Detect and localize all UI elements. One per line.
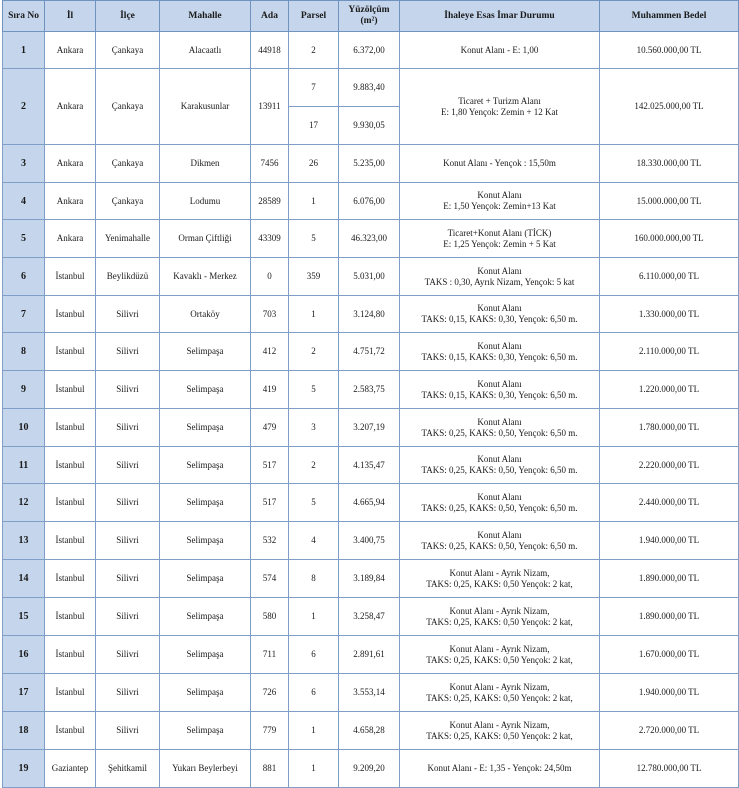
cell-yuzolcum: 6.076,00 [339, 183, 400, 220]
col-header-yuzolcum [339, 1, 400, 32]
cell-sira-no: 10 [3, 409, 45, 447]
cell-parsel: 5 [289, 371, 339, 409]
imar-line: Konut Alanı - Ayrık Nizam, [449, 681, 550, 692]
imar-line: TAKS: 0,15, KAKS: 0,30, Yençok: 6,50 m. [421, 389, 578, 400]
cell-ilce: Silivri [96, 560, 160, 598]
cell-ada: 703 [251, 296, 289, 333]
cell-il: İstanbul [45, 674, 96, 712]
table-row [3, 333, 739, 371]
cell-mahalle: Selimpaşa [160, 712, 251, 750]
imar-line: TAKS: 0,15, KAKS: 0,30, Yençok: 6,50 m. [421, 351, 578, 362]
table-row [3, 560, 739, 598]
imar-line: TAKS: 0,25, KAKS: 0,50 Yençok: 2 kat, [426, 654, 573, 665]
cell-il: Ankara [45, 183, 96, 220]
cell-ada: 574 [251, 560, 289, 598]
cell-sira-no: 12 [3, 484, 45, 522]
cell-mahalle: Alacaatlı [160, 32, 251, 69]
cell-imar-durumu [400, 636, 600, 674]
imar-line: TAKS: 0,15, KAKS: 0,30, Yençok: 6,50 m. [421, 314, 578, 324]
cell-mahalle: Selimpaşa [160, 371, 251, 409]
cell-imar-durumu [400, 220, 600, 258]
table-row [3, 220, 739, 258]
cell-yuzolcum: 3.258,47 [339, 598, 400, 636]
cell-imar-durumu [400, 183, 600, 220]
cell-mahalle: Selimpaşa [160, 447, 251, 484]
cell-yuzolcum: 4.665,94 [339, 484, 400, 522]
cell-imar-durumu [400, 258, 600, 296]
cell-ilce: Şehitkamil [96, 750, 160, 788]
cell-imar-durumu [400, 522, 600, 560]
col-header-parsel: Parsel [289, 1, 339, 32]
cell-il: Ankara [45, 145, 96, 183]
col-header-imar-durumu: İhaleye Esas İmar Durumu [400, 1, 600, 32]
cell-ada: 580 [251, 598, 289, 636]
cell-mahalle: Selimpaşa [160, 409, 251, 447]
table-row [3, 598, 739, 636]
cell-muhammen-bedel: 12.780.000,00 TL [600, 750, 739, 788]
cell-yuzolcum: 46.323,00 [339, 220, 400, 258]
imar-line: Konut Alanı [477, 454, 522, 464]
cell-parsel: 2 [289, 32, 339, 69]
cell-il: İstanbul [45, 712, 96, 750]
cell-muhammen-bedel: 2.720.000,00 TL [600, 712, 739, 750]
cell-ilce: Silivri [96, 712, 160, 750]
cell-ilce: Silivri [96, 484, 160, 522]
cell-sira-no: 6 [3, 258, 45, 296]
cell-muhammen-bedel: 2.440.000,00 TL [600, 484, 739, 522]
imar-line: Konut Alanı - Ayrık Nizam, [449, 605, 550, 616]
table-header-row [3, 1, 739, 32]
table-row [3, 409, 739, 447]
cell-il: İstanbul [45, 333, 96, 371]
cell-parsel: 7 [289, 69, 339, 107]
cell-ilce: Silivri [96, 409, 160, 447]
cell-ilce: Çankaya [96, 183, 160, 220]
col-header-il: İl [45, 1, 96, 32]
cell-ilce: Silivri [96, 522, 160, 560]
col-header-muhammen-bedel: Muhammen Bedel [600, 1, 739, 32]
cell-ada: 0 [251, 258, 289, 296]
cell-parsel: 5 [289, 220, 339, 258]
cell-mahalle: Ortaköy [160, 296, 251, 333]
imar-line: Konut Alanı - Yençok : 15,50m [443, 158, 556, 168]
cell-muhammen-bedel: 1.940.000,00 TL [600, 522, 739, 560]
imar-line: Konut Alanı - E: 1,00 [460, 44, 539, 55]
cell-sira-no: 15 [3, 598, 45, 636]
imar-line: Ticaret+Konut Alanı (TİCK) [447, 227, 552, 238]
cell-muhammen-bedel: 18.330.000,00 TL [600, 145, 739, 183]
cell-ilce: Silivri [96, 636, 160, 674]
cell-il: İstanbul [45, 636, 96, 674]
cell-ada: 28589 [251, 183, 289, 220]
cell-muhammen-bedel: 15.000.000,00 TL [600, 183, 739, 220]
cell-sira-no: 11 [3, 447, 45, 484]
cell-sira-no: 14 [3, 560, 45, 598]
cell-parsel: 1 [289, 296, 339, 333]
table-row [3, 145, 739, 183]
cell-parsel: 5 [289, 484, 339, 522]
col-header-sira-no: Sıra No [3, 1, 45, 32]
cell-ilce: Çankaya [96, 32, 160, 69]
imar-line: Ticaret + Turizm Alanı [458, 95, 541, 106]
cell-il: İstanbul [45, 371, 96, 409]
cell-il: İstanbul [45, 598, 96, 636]
cell-yuzolcum: 4.658,28 [339, 712, 400, 750]
cell-ilce: Silivri [96, 296, 160, 333]
cell-sira-no: 5 [3, 220, 45, 258]
cell-ada: 779 [251, 712, 289, 750]
cell-parsel: 1 [289, 750, 339, 788]
cell-yuzolcum: 3.400,75 [339, 522, 400, 560]
col-header-yuzolcum-line1: Yüzölçüm [348, 5, 390, 15]
cell-muhammen-bedel: 2.220.000,00 TL [600, 447, 739, 484]
cell-muhammen-bedel: 2.110.000,00 TL [600, 333, 739, 371]
imar-line: Konut Alanı - Ayrık Nizam, [449, 719, 550, 730]
cell-sira-no: 8 [3, 333, 45, 371]
cell-imar-durumu [400, 69, 600, 145]
table-row [3, 32, 739, 69]
col-header-yuzolcum-line2: (m²) [360, 16, 378, 26]
imar-line: Konut Alanı - Ayrık Nizam, [449, 567, 550, 578]
table-row [3, 371, 739, 409]
cell-parsel: 6 [289, 636, 339, 674]
cell-ilce: Çankaya [96, 145, 160, 183]
table-body [3, 32, 739, 788]
cell-muhammen-bedel: 6.110.000,00 TL [600, 258, 739, 296]
cell-muhammen-bedel: 1.220.000,00 TL [600, 371, 739, 409]
cell-ada: 517 [251, 447, 289, 484]
cell-muhammen-bedel: 1.890.000,00 TL [600, 560, 739, 598]
cell-il: İstanbul [45, 409, 96, 447]
cell-mahalle: Selimpaşa [160, 484, 251, 522]
imar-line: TAKS : 0,30, Ayrık Nizam, Yençok: 5 kat [424, 276, 575, 287]
table-row [3, 484, 739, 522]
cell-yuzolcum: 4.135,47 [339, 447, 400, 484]
cell-parsel: 359 [289, 258, 339, 296]
cell-yuzolcum: 9.883,40 [339, 69, 400, 107]
cell-ada: 479 [251, 409, 289, 447]
imar-line: TAKS: 0,25, KAKS: 0,50, Yençok: 6,50 m. [421, 502, 578, 513]
cell-muhammen-bedel: 1.670.000,00 TL [600, 636, 739, 674]
cell-parsel: 6 [289, 674, 339, 712]
imar-line: TAKS: 0,25, KAKS: 0,50 Yençok: 2 kat, [426, 616, 573, 627]
cell-mahalle: Yukarı Beylerbeyi [160, 750, 251, 788]
imar-line: Konut Alanı [477, 416, 522, 427]
imar-line: Konut Alanı [477, 190, 522, 200]
cell-mahalle: Selimpaşa [160, 598, 251, 636]
cell-yuzolcum: 3.189,84 [339, 560, 400, 598]
cell-parsel: 17 [289, 107, 339, 145]
cell-sira-no: 17 [3, 674, 45, 712]
table-row [3, 258, 739, 296]
imar-line: Konut Alanı [477, 303, 522, 313]
cell-parsel: 2 [289, 447, 339, 484]
cell-yuzolcum: 3.124,80 [339, 296, 400, 333]
imar-line: Konut Alanı [477, 340, 522, 351]
cell-il: İstanbul [45, 447, 96, 484]
imar-line: TAKS: 0,25, KAKS: 0,50 Yençok: 2 kat, [426, 692, 573, 703]
cell-sira-no: 2 [3, 69, 45, 145]
table-row [3, 636, 739, 674]
cell-parsel: 1 [289, 183, 339, 220]
cell-ada: 881 [251, 750, 289, 788]
cell-ada: 711 [251, 636, 289, 674]
imar-line: Konut Alanı - Ayrık Nizam, [449, 643, 550, 654]
cell-yuzolcum: 3.553,14 [339, 674, 400, 712]
cell-imar-durumu [400, 409, 600, 447]
cell-ada: 44918 [251, 32, 289, 69]
cell-il: Ankara [45, 32, 96, 69]
cell-yuzolcum: 9.930,05 [339, 107, 400, 145]
cell-ilce: Silivri [96, 447, 160, 484]
table-row [3, 183, 739, 220]
table-row [3, 447, 739, 484]
cell-mahalle: Dikmen [160, 145, 251, 183]
cell-imar-durumu [400, 484, 600, 522]
cell-imar-durumu [400, 750, 600, 788]
imar-line: TAKS: 0,25, KAKS: 0,50, Yençok: 6,50 m. [421, 540, 578, 551]
cell-il: İstanbul [45, 484, 96, 522]
cell-ilce: Silivri [96, 333, 160, 371]
col-header-ilce: İlçe [96, 1, 160, 32]
cell-yuzolcum: 9.209,20 [339, 750, 400, 788]
cell-ada: 419 [251, 371, 289, 409]
cell-yuzolcum: 2.891,61 [339, 636, 400, 674]
col-header-mahalle: Mahalle [160, 1, 251, 32]
imar-line: TAKS: 0,25, KAKS: 0,50, Yençok: 6,50 m. [421, 465, 578, 475]
cell-ilce: Silivri [96, 371, 160, 409]
cell-imar-durumu [400, 371, 600, 409]
cell-ilce: Yenimahalle [96, 220, 160, 258]
cell-yuzolcum: 5.235,00 [339, 145, 400, 183]
cell-ada: 532 [251, 522, 289, 560]
cell-il: İstanbul [45, 560, 96, 598]
cell-imar-durumu [400, 598, 600, 636]
cell-sira-no: 19 [3, 750, 45, 788]
cell-mahalle: Karakusunlar [160, 69, 251, 145]
cell-imar-durumu [400, 447, 600, 484]
cell-imar-durumu [400, 296, 600, 333]
cell-ada: 7456 [251, 145, 289, 183]
cell-muhammen-bedel: 142.025.000,00 TL [600, 69, 739, 145]
cell-ada: 726 [251, 674, 289, 712]
cell-sira-no: 16 [3, 636, 45, 674]
imar-line: E: 1,80 Yençok: Zemin + 12 Kat [440, 106, 559, 117]
cell-parsel: 1 [289, 712, 339, 750]
cell-ada: 43309 [251, 220, 289, 258]
cell-parsel: 4 [289, 522, 339, 560]
cell-yuzolcum: 5.031,00 [339, 258, 400, 296]
cell-il: İstanbul [45, 296, 96, 333]
cell-il: Ankara [45, 220, 96, 258]
cell-il: Gaziantep [45, 750, 96, 788]
cell-sira-no: 7 [3, 296, 45, 333]
cell-muhammen-bedel: 1.940.000,00 TL [600, 674, 739, 712]
imar-line: E: 1,25 Yençok: Zemin + 5 Kat [443, 238, 556, 249]
table-row [3, 69, 739, 107]
cell-muhammen-bedel: 1.890.000,00 TL [600, 598, 739, 636]
imar-line: Konut Alanı - E: 1,35 - Yençok: 24,50m [427, 763, 572, 773]
cell-imar-durumu [400, 712, 600, 750]
imar-line: Konut Alanı [477, 265, 522, 276]
cell-sira-no: 1 [3, 32, 45, 69]
cell-ilce: Çankaya [96, 69, 160, 145]
imar-line: TAKS: 0,25, KAKS: 0,50, Yençok: 6,50 m. [421, 427, 578, 438]
imar-line: E: 1,50 Yençok: Zemin+13 Kat [443, 201, 556, 211]
cell-parsel: 2 [289, 333, 339, 371]
cell-sira-no: 13 [3, 522, 45, 560]
table-row [3, 296, 739, 333]
table-row [3, 712, 739, 750]
cell-parsel: 8 [289, 560, 339, 598]
cell-ilce: Silivri [96, 598, 160, 636]
imar-line: Konut Alanı [477, 491, 522, 502]
cell-mahalle: Selimpaşa [160, 333, 251, 371]
cell-il: İstanbul [45, 258, 96, 296]
imar-line: TAKS: 0,25, KAKS: 0,50 Yençok: 2 kat, [426, 730, 573, 741]
table-row [3, 522, 739, 560]
col-header-ada: Ada [251, 1, 289, 32]
cell-sira-no: 9 [3, 371, 45, 409]
cell-sira-no: 3 [3, 145, 45, 183]
cell-parsel: 26 [289, 145, 339, 183]
imar-line: TAKS: 0,25, KAKS: 0,50 Yençok: 2 kat, [426, 578, 573, 589]
cell-parsel: 3 [289, 409, 339, 447]
cell-mahalle: Selimpaşa [160, 674, 251, 712]
cell-ilce: Beylikdüzü [96, 258, 160, 296]
cell-imar-durumu [400, 333, 600, 371]
table-row [3, 750, 739, 788]
cell-imar-durumu [400, 32, 600, 69]
cell-mahalle: Kavaklı - Merkez [160, 258, 251, 296]
cell-imar-durumu [400, 145, 600, 183]
cell-muhammen-bedel: 1.780.000,00 TL [600, 409, 739, 447]
cell-mahalle: Selimpaşa [160, 522, 251, 560]
cell-yuzolcum: 4.751,72 [339, 333, 400, 371]
cell-ilce: Silivri [96, 674, 160, 712]
cell-imar-durumu [400, 674, 600, 712]
cell-sira-no: 4 [3, 183, 45, 220]
cell-yuzolcum: 6.372,00 [339, 32, 400, 69]
cell-mahalle: Orman Çiftliği [160, 220, 251, 258]
cell-sira-no: 18 [3, 712, 45, 750]
cell-muhammen-bedel: 1.330.000,00 TL [600, 296, 739, 333]
table-row [3, 674, 739, 712]
cell-mahalle: Selimpaşa [160, 636, 251, 674]
cell-muhammen-bedel: 160.000.000,00 TL [600, 220, 739, 258]
cell-mahalle: Lodumu [160, 183, 251, 220]
imar-line: Konut Alanı [477, 529, 522, 540]
cell-il: Ankara [45, 69, 96, 145]
ihale-table [2, 0, 739, 788]
cell-ada: 412 [251, 333, 289, 371]
imar-line: Konut Alanı [477, 378, 522, 389]
cell-yuzolcum: 3.207,19 [339, 409, 400, 447]
cell-imar-durumu [400, 560, 600, 598]
cell-yuzolcum: 2.583,75 [339, 371, 400, 409]
cell-parsel: 1 [289, 598, 339, 636]
cell-mahalle: Selimpaşa [160, 560, 251, 598]
cell-il: İstanbul [45, 522, 96, 560]
cell-ada: 517 [251, 484, 289, 522]
cell-muhammen-bedel: 10.560.000,00 TL [600, 32, 739, 69]
cell-ada: 13911 [251, 69, 289, 145]
